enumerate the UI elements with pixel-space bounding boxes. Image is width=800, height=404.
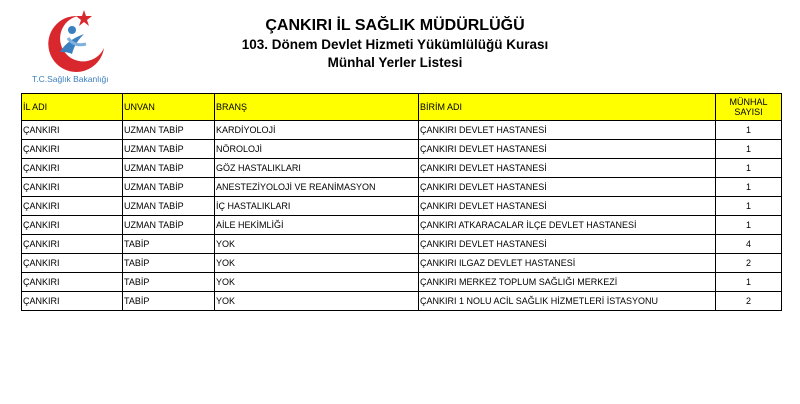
cell-il: ÇANKIRI (22, 292, 123, 311)
cell-brans: ANESTEZİYOLOJİ VE REANİMASYON (215, 178, 419, 197)
table-row (22, 121, 782, 140)
cell-birim: ÇANKIRI DEVLET HASTANESİ (419, 140, 716, 159)
table-row (22, 254, 782, 273)
cell-il: ÇANKIRI (22, 121, 123, 140)
cell-sayi: 1 (716, 178, 782, 197)
cell-il: ÇANKIRI (22, 159, 123, 178)
cell-birim: ÇANKIRI MERKEZ TOPLUM SAĞLIĞI MERKEZİ (419, 273, 716, 292)
cell-sayi: 2 (716, 254, 782, 273)
cell-birim: ÇANKIRI DEVLET HASTANESİ (419, 159, 716, 178)
cell-unvan: TABİP (123, 273, 215, 292)
table-row (22, 140, 782, 159)
cell-unvan: TABİP (123, 235, 215, 254)
cell-brans: YOK (215, 254, 419, 273)
document-header (0, 16, 800, 72)
cell-birim: ÇANKIRI ATKARACALAR İLÇE DEVLET HASTANESİ (419, 216, 716, 235)
table-row (22, 292, 782, 311)
cell-brans: GÖZ HASTALIKLARI (215, 159, 419, 178)
table-row (22, 273, 782, 292)
cell-unvan: TABİP (123, 292, 215, 311)
cell-birim: ÇANKIRI 1 NOLU ACİL SAĞLIK HİZMETLERİ İSTASYONU (419, 292, 716, 311)
page-title: ÇANKIRI İL SAĞLIK MÜDÜRLÜĞÜ (265, 17, 525, 34)
cell-il: ÇANKIRI (22, 273, 123, 292)
cell-il: ÇANKIRI (22, 140, 123, 159)
cell-sayi: 1 (716, 140, 782, 159)
table-row (22, 197, 782, 216)
table-row (22, 216, 782, 235)
cell-brans: YOK (215, 235, 419, 254)
cell-sayi: 4 (716, 235, 782, 254)
cell-unvan: UZMAN TABİP (123, 121, 215, 140)
column-header-unvan: UNVAN (123, 94, 215, 121)
cell-birim: ÇANKIRI DEVLET HASTANESİ (419, 121, 716, 140)
column-header-birim: BİRİM ADI (419, 94, 716, 121)
column-header-il: İL ADI (22, 94, 123, 121)
cell-birim: ÇANKIRI DEVLET HASTANESİ (419, 197, 716, 216)
cell-brans: KARDİYOLOJİ (215, 121, 419, 140)
cell-unvan: UZMAN TABİP (123, 216, 215, 235)
cell-sayi: 1 (716, 121, 782, 140)
cell-brans: İÇ HASTALIKLARI (215, 197, 419, 216)
cell-birim: ÇANKIRI DEVLET HASTANESİ (419, 178, 716, 197)
cell-brans: YOK (215, 273, 419, 292)
cell-sayi: 2 (716, 292, 782, 311)
cell-unvan: UZMAN TABİP (123, 197, 215, 216)
cell-unvan: UZMAN TABİP (123, 140, 215, 159)
cell-il: ÇANKIRI (22, 216, 123, 235)
cell-brans: NÖROLOJİ (215, 140, 419, 159)
cell-il: ÇANKIRI (22, 178, 123, 197)
cell-sayi: 1 (716, 159, 782, 178)
vacancy-table (21, 93, 782, 311)
cell-il: ÇANKIRI (22, 235, 123, 254)
cell-brans: AİLE HEKİMLİĞİ (215, 216, 419, 235)
cell-sayi: 1 (716, 216, 782, 235)
table-row (22, 159, 782, 178)
table-header-row (22, 94, 782, 121)
column-header-brans: BRANŞ (215, 94, 419, 121)
cell-il: ÇANKIRI (22, 197, 123, 216)
cell-brans: YOK (215, 292, 419, 311)
cell-il: ÇANKIRI (22, 254, 123, 273)
cell-birim: ÇANKIRI DEVLET HASTANESİ (419, 235, 716, 254)
table-row (22, 178, 782, 197)
list-title: Münhal Yerler Listesi (327, 55, 463, 70)
ministry-caption: T.C.Sağlık Bakanlığı (32, 74, 109, 84)
cell-sayi: 1 (716, 197, 782, 216)
column-header-sayi: MÜNHAL SAYISI (716, 94, 782, 121)
cell-unvan: UZMAN TABİP (123, 178, 215, 197)
cell-sayi: 1 (716, 273, 782, 292)
cell-unvan: UZMAN TABİP (123, 159, 215, 178)
page-subtitle: 103. Dönem Devlet Hizmeti Yükümlülüğü Kurası (241, 37, 549, 52)
table-row (22, 235, 782, 254)
cell-unvan: TABİP (123, 254, 215, 273)
cell-birim: ÇANKIRI ILGAZ DEVLET HASTANESİ (419, 254, 716, 273)
